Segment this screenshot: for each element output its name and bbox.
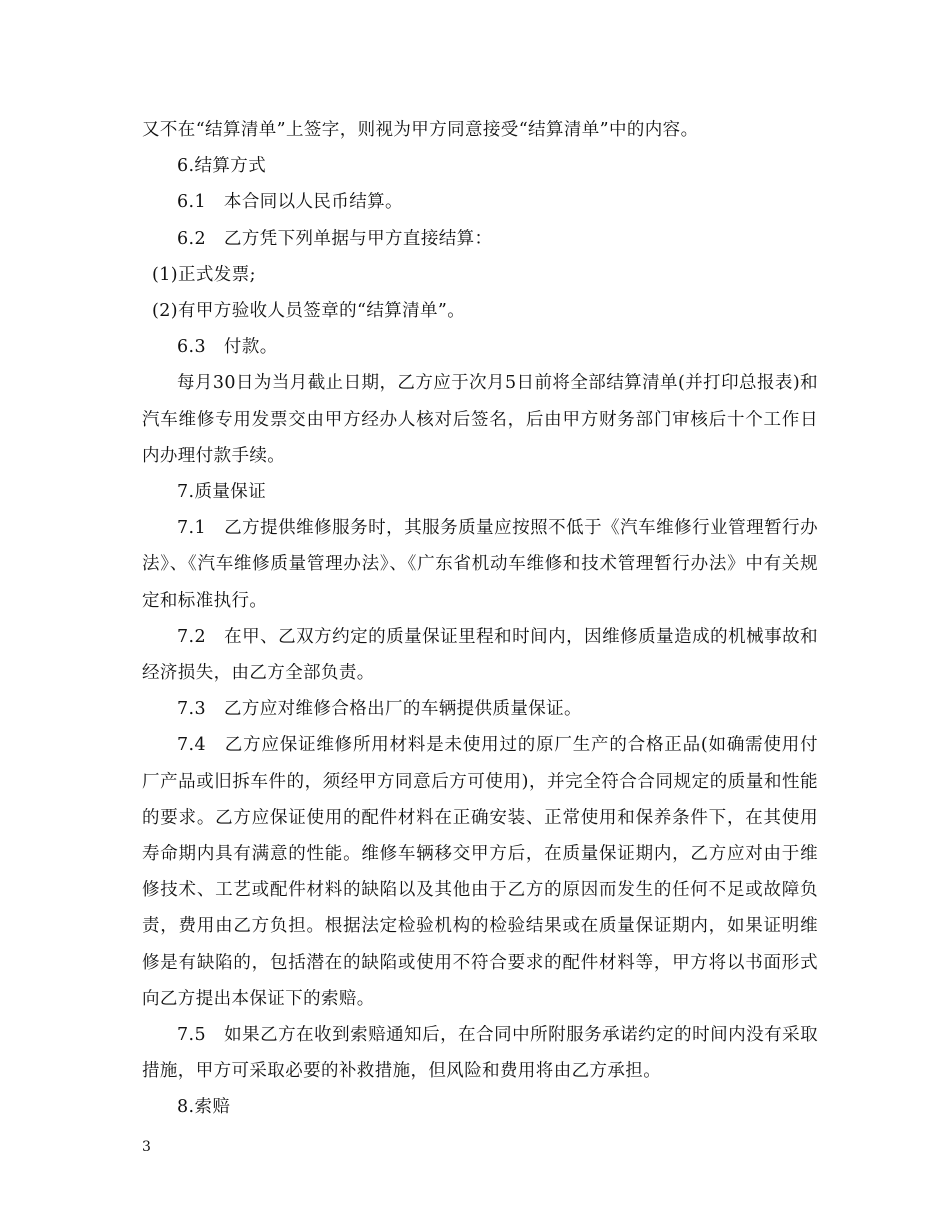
page-number: 3 <box>142 1139 151 1155</box>
document-body <box>142 112 818 1126</box>
list-item-invoice: (1)正式发票; <box>152 264 256 285</box>
clause-7-5: 7.5 如果乙方在收到索赔通知后，在合同中所附服务承诺约定的时间内没有采取措施，甲方可采取必要的补救措施，但风险和费用将由乙方承担。 <box>142 1025 818 1082</box>
clause-6-2: 6.2 乙方凭下列单据与甲方直接结算： <box>177 228 493 249</box>
paragraph-payment-deadline: 每月30日为当月截止日期，乙方应于次月5日前将全部结算清单(并打印总报表)和汽车维修专用发票交由甲方经办人核对后签名，后由甲方财务部门审核后十个工作日内办理付款手续。 <box>142 373 818 466</box>
heading-quality-guarantee: 7.质量保证 <box>177 482 267 503</box>
list-item-settlement-list: (2)有甲方验收人员签章的“结算清单”。 <box>152 301 466 322</box>
clause-7-2: 7.2 在甲、乙双方约定的质量保证里程和时间内，因维修质量造成的机械事故和经济损失，由乙方全部负责。 <box>142 626 818 684</box>
paragraph-settlement-signature: 又不在“结算清单”上签字，则视为甲方同意接受“结算清单”中的内容。 <box>142 120 699 140</box>
clause-7-4: 7.4 乙方应保证维修所用材料是未使用过的原厂生产的合格正品(如确需使用付厂产品或旧拆车件的，须经甲方同意后方可使用)，并完全符合合同规定的质量和性能的要求。乙方应保证使用的配件材料在正确安装、正常使用和保养条件下，在其使用寿命期内具有满意的性能。维修车辆移交甲方后，在质量保证期内，乙方应对由于维修技术、工艺或配件材料的缺陷以及其他由于乙方的原因而发生的任何不足或故障负责，费用由乙方负担。根据法定检验机构的检验结果或在质量保证期内，如果证明维修是有缺陷的，包括潜在的缺陷或使用不符合要求的配件材料等，甲方将以书面形式向乙方提出本保证下的索赔。 <box>142 735 818 1009</box>
heading-claims: 8.索赔 <box>177 1097 231 1118</box>
clause-6-1: 6.1 本合同以人民币结算。 <box>177 192 403 213</box>
clause-7-1: 7.1 乙方提供维修服务时，其服务质量应按照不低于《汽车维修行业管理暂行办法》、《汽车维修质量管理办法》、《广东省机动车维修和技术管理暂行办法》中有关规定和标准执行。 <box>142 518 818 611</box>
heading-settlement-method: 6.结算方式 <box>177 156 267 177</box>
clause-6-3: 6.3 付款。 <box>177 337 278 358</box>
clause-7-3: 7.3 乙方应对维修合格出厂的车辆提供质量保证。 <box>177 699 582 720</box>
